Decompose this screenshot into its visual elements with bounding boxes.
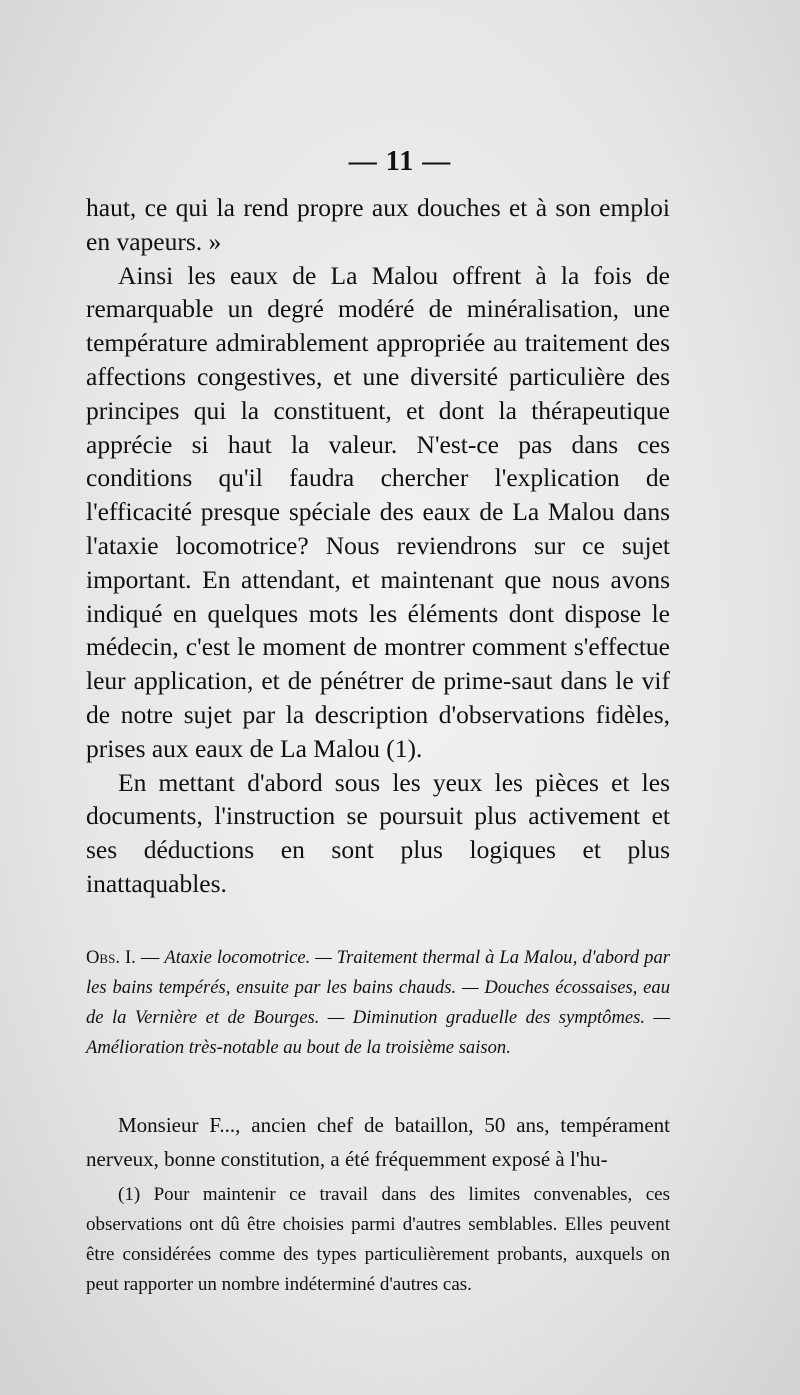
page-number: — 11 — (348, 146, 452, 177)
case-text: Monsieur F..., ancien chef de bataillon, 50 ans, tempérament nerveux, bonne constitution, a été fréquemment exposé à l'hu- (86, 1113, 670, 1171)
paragraph: Ainsi les eaux de La Malou offrent à la fois de remarquable un degré modéré de minéralisation, une température admirablement appropriée au traitement des affections congestives, et une diversité particulière des principes qui la constituent, et dont la thérapeutique apprécie si haut la valeur. N'est-ce pas dans ces conditions qu'il faudra chercher l'explication de l'efficacité presque spéciale des eaux de La Malou dans l'ataxie locomotrice? Nous reviendrons sur ce sujet important. En attendant, et maintenant que nous avons indiqué en quelques mots les éléments dont dispose le médecin, c'est le moment de montrer comment s'effectue leur application, et de pénétrer de prime-saut dans le vif de notre sujet par la description d'observations fidèles, prises aux eaux de La Malou (1). (86, 260, 670, 763)
observation-label: Obs. I. — (86, 947, 160, 968)
paragraph: En mettant d'abord sous les yeux les pièces et les documents, l'instruction se poursuit plus activement et ses déductions en sont plus logiques et plus inattaquables. (86, 767, 670, 898)
footnote: (1) Pour maintenir ce travail dans des limites convenables, ces observations ont dû être choisies parmi d'autres semblables. Elles peuvent être considérées comme des types particulièrement probants, auxquels on peut rapporter un nombre indéterminé d'autres cas. (86, 1184, 670, 1295)
observation-heading (86, 943, 670, 1063)
main-text (86, 191, 670, 901)
paragraph: haut, ce qui la rend propre aux douches et à son emploi en vapeurs. » (86, 193, 670, 256)
observation-title: Ataxie locomotrice. — Traitement thermal à La Malou, d'abord par les bains tempérés, ensuite par les bains chauds. — Douches écossaises, eau de la Vernière et de Bourges. — Diminution graduelle des symptômes. — Amélioration très-notable au bout de la troisième saison. (86, 947, 671, 1058)
